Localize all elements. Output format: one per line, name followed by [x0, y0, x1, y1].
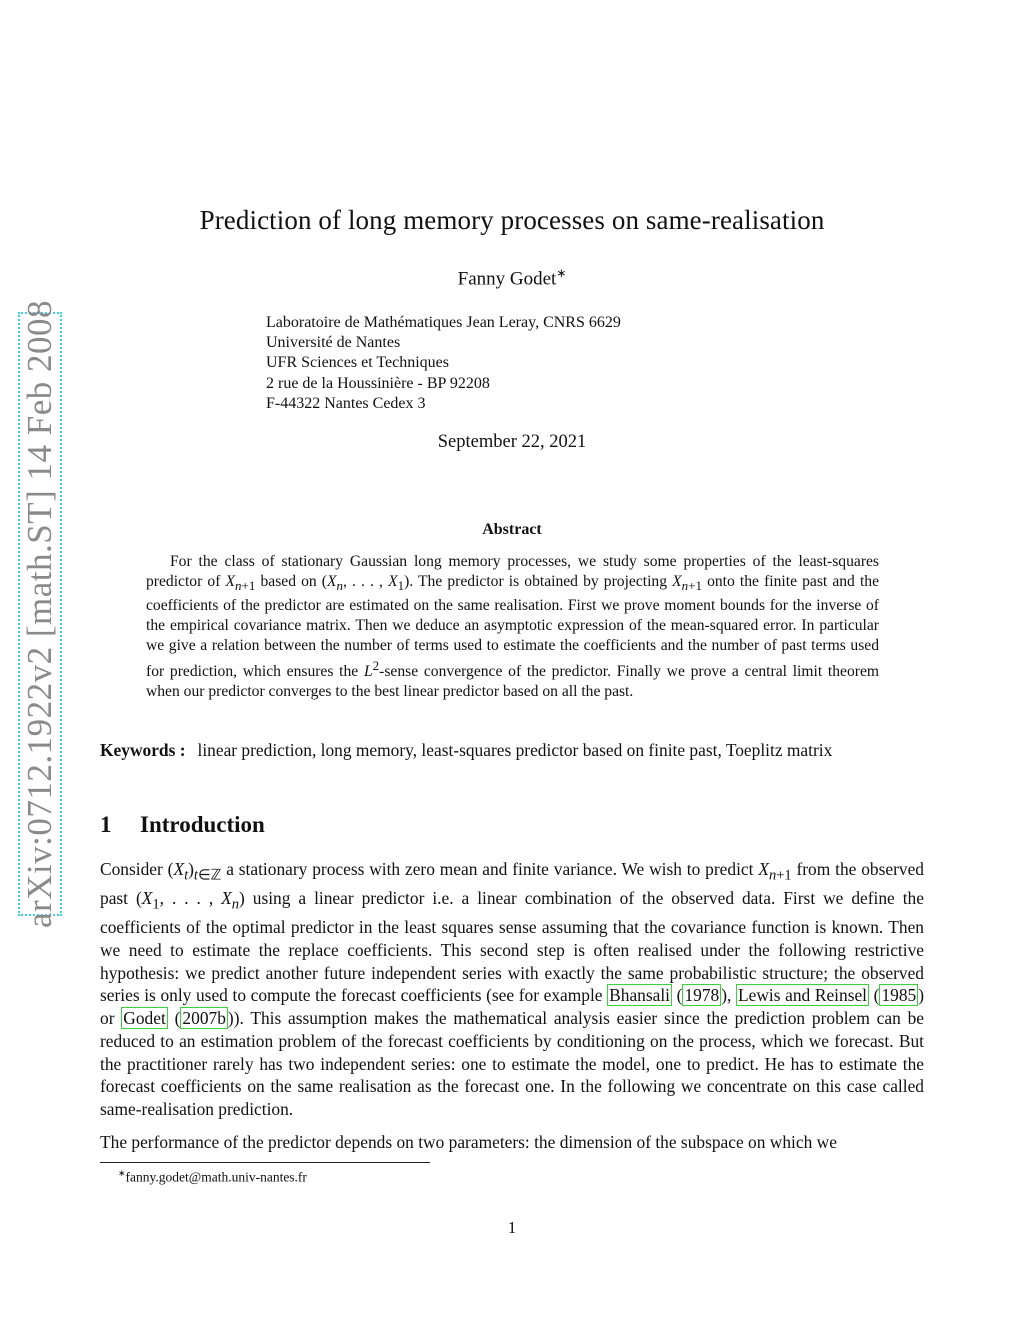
section-number: 1	[100, 812, 112, 837]
date: September 22, 2021	[437, 432, 587, 452]
citation-link[interactable]: Bhansali	[609, 985, 671, 1006]
footnote-rule	[100, 1162, 430, 1163]
affiliation-line: UFR Sciences et Techniques	[266, 354, 449, 372]
citation-year-link[interactable]: 1978	[684, 985, 720, 1006]
citation-link[interactable]: Lewis and Reinsel	[737, 985, 868, 1006]
paper-title: Prediction of long memory processes on same-realisation	[199, 205, 825, 235]
citation-link[interactable]: Godet	[123, 1008, 166, 1029]
author-name: Fanny Godet	[457, 268, 557, 290]
affiliation-line: 2 rue de la Houssinière - BP 92208	[266, 374, 490, 392]
affiliation-line: Laboratoire de Mathématiques Jean Leray, CNRS 6629	[266, 314, 621, 331]
intro-paragraph: Consider $(X_t)_{t\in ℤ}$ a stationary process with zero mean and finite variance. We wish to predict $X_{n+1}$ from the observed past ($X_1$, . . . , $X_n$) using a linear predictor i.e. a linear combination of the observed data. First we define the coefficients of the optimal predictor in the least squares sense assuming that the covariance function is known. Then we need to estimate the replace coefficients. This second step is often realised under the following restrictive hypothesis: we predict another future independent series with exactly the same probabilistic structure; the observed series is only used to compute the forecast coefficients (see for example Bhansali ( 1978 ), Lewis and Reinsel ( 1985 ) or Godet ( 2007b )). This assumption makes the mathematical analysis easier since the prediction problem can be reduced to an estimation problem of the forecast coefficients by conditioning on the process, which we forecast. But the practitioner rarely has two independent series: one to estimate the model, one to predict. He has to estimate the forecast coefficients on the same realisation as the forecast one. In the following we concentrate on this case called same-realisation prediction.	[100, 859, 925, 1119]
abstract-heading: Abstract	[482, 521, 542, 538]
footnote-mark: ∗	[118, 1168, 126, 1178]
citation-year-link[interactable]: 1985	[881, 985, 917, 1006]
keywords-text: linear prediction, long memory, least-squares predictor based on finite past, Toeplitz matrix	[197, 740, 833, 760]
footnote	[118, 1168, 307, 1186]
page-number: 1	[507, 1218, 517, 1237]
section-title: Introduction	[140, 812, 265, 837]
author	[0, 266, 1024, 290]
footnote-email[interactable]: fanny.godet@math.univ-nantes.fr	[125, 1169, 307, 1185]
affiliation	[266, 313, 621, 414]
affiliation-line: F-44322 Nantes Cedex 3	[266, 394, 426, 412]
arxiv-stamp[interactable]: arXiv:0712.1922v2 [math.ST] 14 Feb 2008	[20, 299, 59, 929]
abstract-text: For the class of stationary Gaussian long memory processes, we study some properties of the least-squares predictor of $X_{n+1}$ based on ($X_n$, . . . , $X_1$). The predictor is obtained by projecting $X_{n+1}$ onto the finite past and the coefficients of the predictor are estimated on the same realisation. First we prove moment bounds for the inverse of the empirical covariance matrix. Then we deduce an asymptotic expression of the mean-squared error. In particular we give a relation between the number of terms used to estimate the coefficients and the number of past terms used for prediction, which ensures the $L^2$-sense convergence of the predictor. Finally we prove a central limit theorem when our predictor converges to the best linear predictor based on all the past.	[146, 553, 880, 701]
section-heading	[100, 812, 265, 838]
keywords-label: Keywords :	[100, 740, 186, 760]
affiliation-line: Université de Nantes	[266, 334, 401, 352]
citation-year-link[interactable]: 2007b	[182, 1008, 226, 1029]
author-footnote-mark[interactable]: ∗	[556, 266, 567, 280]
intro-paragraph-2: The performance of the predictor depends on two parameters: the dimension of the subspace on which we	[100, 1132, 837, 1152]
keywords	[100, 739, 924, 762]
